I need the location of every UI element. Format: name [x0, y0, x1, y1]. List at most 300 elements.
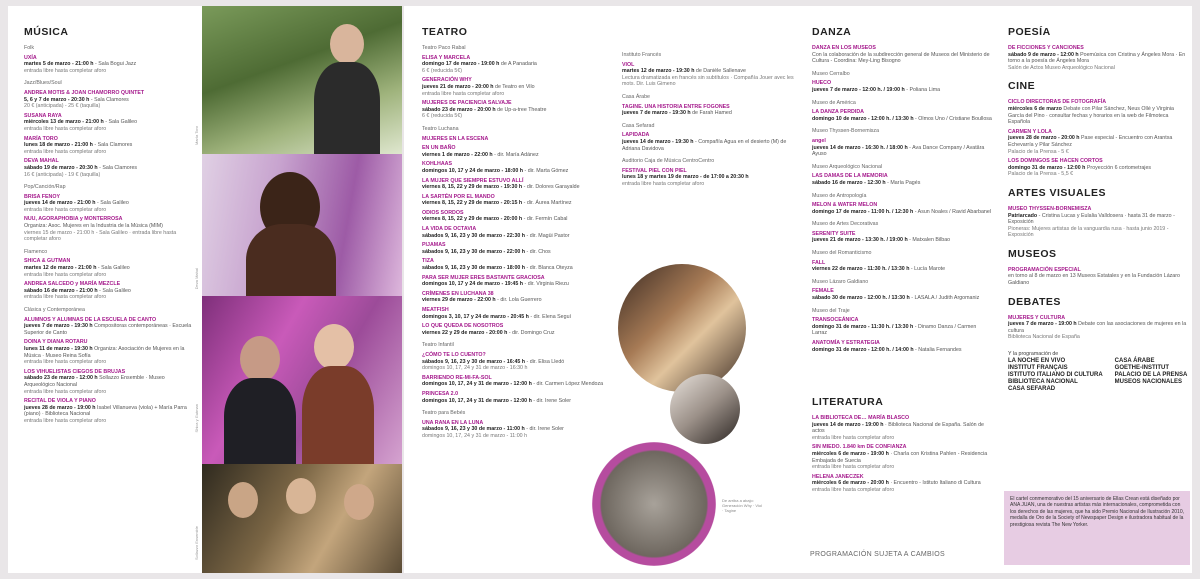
event-title[interactable]: GENERACIÓN WHY [422, 77, 472, 84]
event-note: Palacio de la Prensa - 5 € [1008, 148, 1069, 155]
category-label: Museo del Traje [812, 307, 850, 314]
event-details [812, 451, 992, 464]
event-details [812, 422, 992, 435]
event-title[interactable]: NUU, AGORAPHOBIA y MONTERROSA [24, 216, 123, 223]
event-title[interactable]: HELENA JANECZEK [812, 473, 864, 480]
event-note: 20 € (anticipada) - 25 € (taquilla) [24, 103, 101, 110]
event-title[interactable]: DANZA EN LOS MUSEOS [812, 45, 876, 51]
event-details [812, 347, 992, 354]
event-date: jueves 14 de marzo - 19:00 h [812, 421, 884, 428]
event-note: Pioneras: Mujeres artistas de la vanguardia rusa · hasta junio 2019 - Exposición [1008, 225, 1169, 239]
event-date: domingo 17 de marzo - 11:00 h. / 12:30 h [812, 208, 914, 215]
event-venue: - Sala Galileo [103, 119, 138, 126]
event-details [24, 61, 196, 68]
event-date: jueves 14 de marzo - 16:30 h. / 18:00 h [812, 144, 908, 151]
event-title[interactable]: LA DANZA PERDIDA [812, 109, 864, 116]
event-note: entrada libre hasta completar aforo [24, 417, 107, 424]
event-item [812, 260, 992, 273]
event-venue: Poemúsica con Cristina y Ángeles Mora · En torno a la poesía de Ángeles Mora [1008, 51, 1186, 65]
event-venue: - dir. Magüi Pastor [525, 232, 570, 239]
event-title[interactable]: DEVA MAHAL [24, 158, 59, 165]
event-item [422, 307, 614, 320]
event-details [422, 216, 614, 223]
event-title[interactable]: MARÍA TORO [24, 135, 58, 142]
event-date: domingo 31 de marzo - 12:00 h [1008, 164, 1086, 171]
event-details [812, 480, 992, 487]
event-title[interactable]: BRISA FENOY [24, 193, 61, 200]
event-venue: · Charla con Kristina Pahlen - Residencia Embajada de Suecia [812, 450, 988, 464]
event-venue: - Olmos Uno / Cristiane Boullosa [913, 115, 992, 122]
event-item [422, 77, 614, 97]
event-title[interactable]: LA BIBLIOTECA DE… MARÍA BLASCO [812, 415, 910, 421]
event-title[interactable]: angel [812, 137, 826, 144]
event-date: miércoles 13 de marzo - 21:00 h [24, 119, 104, 126]
event-details [24, 405, 196, 418]
event-date: sábado 30 de marzo - 12:00 h. / 13:30 h [812, 295, 910, 302]
category-label: Auditorio Caja de Música CentroCentro [622, 158, 715, 165]
section-heading-poesia: POESÍA [1008, 26, 1051, 38]
event-venue: de Teatro en Vilo [493, 83, 535, 90]
event-venue: - dir. Áurea Martínez [522, 200, 572, 207]
event-date: jueves 7 de marzo - 12:00 h. / 19:00 h [812, 86, 905, 93]
teatro-column [422, 26, 614, 440]
event-title[interactable]: MELON & WATER MELON [812, 202, 878, 209]
event-title[interactable]: RECITAL DE VIOLA Y PIANO [24, 398, 96, 405]
category-label: Museo del Romanticismo [812, 250, 872, 257]
event-title[interactable]: MUJERES Y CULTURA [1008, 314, 1066, 321]
event-details [422, 426, 614, 433]
event-item [24, 281, 196, 301]
event-item [422, 226, 614, 239]
teatro-extra-column [622, 46, 802, 188]
event-venue: - Asun Noales / Ravid Abarbanel [913, 208, 991, 215]
event-note: entrada libre hasta completar aforo [24, 388, 107, 395]
event-title[interactable]: ANDREA MOTIS & JOAN CHAMORRO QUINTET [24, 89, 145, 96]
event-title[interactable]: CARMEN Y LOLA [1008, 128, 1052, 135]
event-item [812, 231, 992, 244]
event-title[interactable]: LA SARTÉN POR EL MANDO [422, 193, 495, 200]
event-title[interactable]: SHICA & GUTMAN [24, 258, 71, 265]
event-details [812, 237, 992, 244]
partner-name: LA NOCHE EN VIVO [1008, 357, 1066, 364]
section-heading-museos: MUSEOS [1008, 247, 1057, 260]
event-note: 16 € (anticipada) - 19 € (taquilla) [24, 171, 101, 178]
event-item [812, 340, 992, 353]
partners-grid [1008, 358, 1188, 393]
event-title[interactable]: ANDREA SALCEDO y MARÍA MEZCLE [24, 281, 121, 288]
event-item [1008, 45, 1188, 71]
section-heading-teatro: TEATRO [422, 26, 468, 38]
musica-column [24, 26, 196, 425]
event-title[interactable]: PIJAMAS [422, 242, 446, 249]
event-details [622, 174, 802, 181]
event-details [24, 346, 196, 359]
event-details [812, 145, 992, 158]
event-note: viernes 15 de marzo - 21:00 h - Sala Galileo · entrada libre hasta completar aforo [24, 229, 177, 243]
category-label: Teatro para Bebés [422, 410, 466, 417]
event-item [1008, 315, 1188, 341]
event-item [24, 398, 196, 424]
category-label: Museo Cerralbo [812, 70, 850, 77]
event-item [24, 216, 196, 242]
category-label: Jazz/Blues/Soul [24, 80, 62, 87]
event-title[interactable]: FEMALE [812, 288, 834, 295]
event-title[interactable]: SUSANA RAYA [24, 112, 62, 119]
event-title[interactable]: FALL [812, 259, 826, 266]
photo-shica-y-gutman [202, 296, 402, 464]
event-details [24, 265, 196, 272]
category-label: Teatro Infantil [422, 342, 454, 349]
event-venue: de A Panadaria [499, 61, 537, 68]
left-page [8, 6, 402, 573]
event-date: domingos 10, 17, 24 y 31 de marzo - 12:00 h [422, 397, 532, 404]
partner-name: BIBLIOTECA NACIONAL [1008, 378, 1078, 385]
event-title[interactable]: PROGRAMACIÓN ESPECIAL [1008, 266, 1081, 273]
event-date: lunes 18 y martes 19 de marzo - de 17:00 a 20:30 h [622, 174, 749, 181]
caption-4: Sollazzo Ensemble [194, 526, 199, 561]
event-title[interactable]: ¿CÓMO TE LO CUENTO? [422, 351, 486, 358]
partner-name: ISTITUTO ITALIANO DI CULTURA [1008, 371, 1103, 378]
event-date: jueves 7 de marzo - 19:30 h [24, 323, 93, 330]
event-date: lunes 18 de marzo - 21:00 h [24, 142, 93, 149]
event-date: viernes 22 de marzo - 11:30 h. / 13:30 h [812, 266, 910, 273]
event-item [24, 90, 196, 110]
event-date: viernes 8, 15, 22 y 29 de marzo - 19:30 h [422, 184, 523, 191]
event-title[interactable]: MUSEO THYSSEN-BORNEMISZA [1008, 205, 1092, 212]
event-item [422, 323, 614, 336]
event-note: Salón de Actos Museo Arqueológico Nacional [1008, 64, 1115, 71]
partners-col2 [1115, 358, 1188, 393]
event-title[interactable]: TAGINE. UNA HISTORIA ENTRE FOGONES [622, 103, 730, 110]
event-details [24, 323, 196, 336]
event-venue: - dir. Blanca Oteyza [525, 265, 573, 272]
event-details [422, 249, 614, 256]
event-details [422, 314, 614, 321]
event-details [422, 297, 614, 304]
event-date: Patriarcado [1008, 212, 1038, 219]
event-venue: - LASALA / Judith Argomaniz [909, 295, 980, 302]
section-heading-literatura: LITERATURA [812, 396, 884, 408]
event-date: jueves 21 de marzo - 20:00 h [422, 83, 494, 90]
event-title[interactable]: ALUMNOS Y ALUMNAS DE LA ESCUELA DE CANTO [24, 316, 157, 323]
event-item [422, 391, 614, 404]
event-details [812, 266, 992, 273]
partner-name: PALACIO DE LA PRENSA [1114, 371, 1188, 378]
event-note: entrada libre hasta completar aforo [24, 271, 107, 278]
event-details [422, 330, 614, 337]
event-details [422, 168, 614, 175]
event-title[interactable]: BARRIENDO RE-MI-FA-SOL [422, 374, 492, 381]
event-title[interactable]: MEATFISH [422, 307, 449, 313]
event-venue: - dir. Lola Guerrero [495, 297, 542, 304]
event-item [422, 242, 614, 255]
category-label: Clásica y Contemporánea [24, 307, 85, 313]
event-date: sábados 9, 16, 23 y 30 de marzo - 16:45 h [422, 358, 526, 365]
event-venue: Pase especial - Encuentro con Arantxa Echevarría y Pilar Sánchez [1008, 135, 1173, 148]
event-venue: en torno al 8 de marzo en 13 Museos Estatales y en la Fundación Lázaro Galdiano [1008, 273, 1180, 287]
event-note: 6 € (reducida 5€) [422, 67, 463, 74]
event-note: domingos 10, 17, 24 y 31 de marzo - 16:30 h [422, 365, 528, 372]
event-venue: Organiza: Asoc. Mujeres en la Industria de la Música (MIM) [24, 223, 163, 230]
event-venue: - dir. Carmen López Mendoza [531, 381, 604, 388]
event-title[interactable]: ODIOS SORDOS [422, 209, 464, 216]
category-label: Museo Arqueológico Nacional [812, 163, 883, 170]
right-column [1008, 26, 1188, 393]
event-venue: - dir. Irene Soler [524, 426, 564, 433]
section-heading-artes: ARTES VISUALES [1008, 186, 1107, 199]
event-title[interactable]: LAPIDADA [622, 132, 650, 139]
event-date: sábados 9, 16, 23 y 30 de marzo - 18:00 h [422, 265, 526, 272]
event-venue: - Cristina Lucas y Eulalia Valldosera · hasta 31 de marzo - Exposición [1008, 212, 1175, 226]
event-item [1008, 129, 1188, 155]
event-item [24, 136, 196, 156]
event-details [24, 223, 196, 230]
partners-intro: Y la programación de [1008, 351, 1059, 358]
event-title[interactable]: LA VIDA DE OCTAVIA [422, 226, 477, 233]
event-date: sábado 9 de marzo - 12:00 h [1008, 51, 1079, 58]
event-details [812, 87, 992, 94]
event-details [24, 97, 196, 104]
event-title[interactable]: DE FICCIONES Y CANCIONES [1008, 45, 1084, 51]
event-title[interactable]: PRINCESA 2.0 [422, 390, 459, 397]
event-item [422, 161, 614, 174]
event-item [24, 258, 196, 278]
event-venue: Isabel Villanueva (viola) + María Parra (piano) · Biblioteca Nacional [24, 404, 187, 418]
event-venue: - Sala Galileo [96, 265, 130, 272]
event-details [1008, 106, 1188, 126]
event-date: viernes 22 y 29 de marzo - 20:00 h [422, 329, 508, 336]
event-item [812, 474, 992, 494]
event-title[interactable]: SERENITY SUITE [812, 230, 856, 237]
event-item [812, 138, 992, 158]
event-details [812, 180, 992, 187]
event-note: entrada libre hasta completar aforo [812, 486, 895, 493]
event-date: jueves 14 de marzo - 19:30 h [622, 138, 694, 145]
event-note: entrada libre hasta completar aforo [24, 294, 107, 301]
event-note: Palacio de la Prensa - 5,5 € [1008, 171, 1074, 178]
event-title[interactable]: CICLO DIRECTORAS DE FOTOGRAFÍA [1008, 99, 1107, 106]
partners-block [1008, 351, 1188, 393]
event-item [24, 369, 196, 395]
event-item [422, 275, 614, 288]
event-title[interactable]: TIZA [422, 258, 434, 265]
event-title[interactable]: TRANSOCEÁNICA [812, 317, 859, 324]
event-details [422, 61, 614, 68]
photo-deva-mahal [202, 154, 402, 296]
event-date: sábados 9, 16, 23 y 30 de marzo - 22:00 h [422, 248, 526, 255]
event-title[interactable]: PARA SER MUJER ERES BASTANTE GRACIOSA [422, 274, 545, 281]
event-venue: Proyección 6 cortometrajes [1085, 164, 1152, 171]
event-venue: - Compañía Agua en el desierto (M) de Adriana Davidova [622, 138, 787, 152]
event-title[interactable]: LO QUE QUEDA DE NOSOTROS [422, 323, 504, 330]
event-venue: · Biblioteca Nacional de España. Salón de actos [812, 421, 984, 435]
event-note: Lectura dramatizada en francés sin subtítulos · Compañía Jouer avec les mots. Dir. Luis Gimeno [622, 74, 794, 88]
event-details [1008, 321, 1188, 334]
event-title[interactable]: KOHLHAAS [422, 161, 453, 168]
category-label: Instituto Francés [622, 52, 662, 58]
event-venue: - Sala Galileo [97, 287, 131, 294]
event-date: jueves 21 de marzo - 13:30 h. / 19:00 h [812, 237, 908, 244]
event-date: sábado 16 de marzo - 21:00 h [24, 287, 98, 294]
photo-sollazzo-ensemble [202, 464, 402, 573]
event-item [622, 168, 802, 188]
category-label: Museo Thyssen-Bornemisza [812, 128, 880, 135]
event-details [1008, 273, 1188, 286]
event-details [24, 288, 196, 295]
event-title[interactable]: LOS DOMINGOS SE HACEN CORTOS [1008, 158, 1103, 165]
event-details [422, 281, 614, 288]
caption-2: Deva Mahal [194, 268, 199, 290]
event-note: entrada libre hasta completar aforo [24, 67, 107, 74]
danza-column [812, 26, 992, 353]
event-details [422, 233, 614, 240]
event-title[interactable]: ANATOMÍA Y ESTRATEGIA [812, 340, 880, 346]
event-details [422, 200, 614, 207]
event-venue: - dir. María Adánez [492, 151, 539, 158]
category-label: Museo Lázaro Galdiano [812, 278, 869, 285]
event-title[interactable]: CRÍMENES EN LUCHANA 38 [422, 290, 494, 297]
event-date: sábado 23 de marzo - 12:00 h [24, 375, 98, 382]
event-details [24, 200, 196, 207]
caption-1: María Toro [194, 126, 199, 146]
event-item [1008, 158, 1188, 178]
event-item [1008, 267, 1188, 287]
photo-strip [194, 6, 402, 573]
event-details [1008, 165, 1188, 172]
event-date: domingos 10, 17 y 24 de marzo - 18:00 h [422, 167, 523, 174]
event-item [422, 145, 614, 158]
event-item [812, 202, 992, 215]
event-date: domingo 17 de marzo - 19:00 h [422, 61, 500, 68]
event-title[interactable]: MUJERES DE PACIENCIA SALVAJE [422, 100, 512, 107]
category-label: Teatro Paco Rabal [422, 45, 466, 51]
partner-name: GOETHE-INSTITUT [1114, 364, 1170, 371]
event-details [1008, 52, 1188, 65]
category-label: Casa Sefarad [622, 122, 655, 129]
right-page [404, 6, 1192, 573]
event-details [1008, 135, 1188, 148]
photo-generacion-why [618, 264, 746, 392]
event-item [422, 100, 614, 120]
event-date: domingo 10 de marzo - 12:00 h. / 13:30 h [812, 115, 914, 122]
partner-name: INSTITUT FRANÇAIS [1008, 364, 1068, 371]
event-note: entrada libre hasta completar aforo [422, 90, 505, 97]
event-title[interactable]: HUECO [812, 80, 832, 87]
event-venue: - Ava Dance Company / Avatâra Ayuso [812, 144, 985, 158]
event-note: entrada libre hasta completar aforo [24, 148, 107, 155]
event-date: jueves 7 de marzo - 19:30 h [622, 110, 691, 117]
event-venue: - Matxalen Bilbao [907, 237, 951, 244]
category-label: Museo de Artes Decorativas [812, 221, 879, 228]
event-details [24, 142, 196, 149]
event-title[interactable]: LOS VIHUELISTAS CIEGOS DE BRUJAS [24, 368, 126, 375]
event-details [422, 152, 614, 159]
section-heading-cine: CINE [1008, 80, 1036, 93]
event-date: domingos 10, 17, 24 y 31 de marzo - 12:00 h [422, 381, 532, 388]
event-venue: · Encuentro - Istituto Italiano di Cultura [888, 480, 981, 487]
event-details [812, 116, 992, 123]
event-item [812, 80, 992, 93]
event-venue: - Poliana Lima [904, 86, 941, 93]
event-title[interactable]: FESTIVAL PIEL CON PIEL [622, 167, 687, 174]
partner-name: MUSEOS NACIONALES [1114, 378, 1183, 385]
section-heading-debates: DEBATES [1008, 295, 1061, 308]
event-note: entrada libre hasta completar aforo [24, 125, 107, 132]
category-label: Teatro Luchana [422, 125, 459, 132]
partner-name: CASA ÁRABE [1114, 357, 1155, 364]
event-note: entrada libre hasta completar aforo [812, 464, 895, 471]
partner-name: CASA SEFARAD [1008, 385, 1056, 392]
event-title[interactable]: UXÍA [24, 54, 37, 61]
event-venue: - dir. Fermín Cabal [522, 216, 568, 223]
event-venue: - dir. Elena Seguí [528, 313, 571, 320]
category-label: Folk [24, 45, 35, 51]
event-date: domingos 10, 17 y 24 de marzo - 19:45 h [422, 281, 523, 288]
event-note: entrada libre hasta completar aforo [812, 434, 895, 441]
poster-info-box: El cartel conmemorativo del 15 aniversario de Ellas Crean está diseñado por ANA JUAN, una de nuestras artistas más internacionales, comprometida con los derechos de las mujeres, que ha sido Premio Nacional de Ilustración 2010, medalla de Oro de la Society of Newspaper Design e ilustradora habitual de la prestigiosa revista The New Yorker. [1004, 491, 1190, 565]
event-item [422, 420, 614, 440]
event-item [422, 136, 614, 143]
event-item [622, 104, 802, 117]
event-title[interactable]: UNA RANA EN LA LUNA [422, 419, 484, 426]
event-details [422, 398, 614, 405]
event-title[interactable]: LAS DAMAS DE LA MEMORIA [812, 173, 888, 180]
event-item [812, 317, 992, 337]
event-details [422, 381, 614, 388]
event-details [622, 68, 802, 75]
event-venue: - dir. Marta Gómez [522, 167, 569, 174]
event-venue: - Sala Clamores [92, 142, 133, 149]
event-title[interactable]: EN UN BAÑO [422, 145, 456, 152]
event-venue: Con la colaboración de la subdirección general de Museos del Ministerio de Cultura - Coordina: Mey-Ling Bisogno [812, 51, 990, 65]
event-date: sábados 9, 16, 23 y 30 de marzo - 11:00 h [422, 426, 525, 433]
event-details [422, 84, 614, 91]
event-venue: - dir. Irene Soler [531, 397, 571, 404]
schedule-note: PROGRAMACIÓN SUJETA A CAMBIOS [810, 551, 945, 558]
event-item [24, 339, 196, 365]
event-title[interactable]: ELISA Y MARCELA [422, 54, 471, 61]
event-date: miércoles 6 de marzo - 19:00 h [812, 450, 889, 457]
event-title[interactable]: MUJERES EN LA ESCENA [422, 135, 489, 142]
event-title[interactable]: VIOL [622, 61, 635, 68]
event-venue: de Farah Hamed [690, 110, 732, 117]
caption-3: Shica y Gutman [194, 404, 199, 433]
event-item [812, 109, 992, 122]
event-note: 6 € (reducida 5€) [422, 113, 463, 120]
event-venue: - Sala Clamores [89, 96, 129, 103]
event-details [812, 209, 992, 216]
event-title[interactable]: DOINA Y DIANA ROTARU [24, 339, 88, 346]
event-item [1008, 206, 1188, 239]
event-title[interactable]: SIN MIEDO. 1.840 km DE CONFIANZA [812, 444, 907, 451]
event-venue: Sollazzo Ensemble · Museo Arqueológico Nacional [24, 375, 165, 388]
event-date: domingo 31 de marzo - 12:00 h. / 14:00 h [812, 346, 914, 353]
section-heading-danza: DANZA [812, 26, 852, 38]
category-label: Museo de Antropología [812, 192, 867, 199]
event-venue: - Sala Galileo [95, 200, 129, 207]
event-title[interactable]: LA MUJER QUE SIEMPRE ESTUVO ALLÍ [422, 177, 524, 184]
category-label: Casa Árabe [622, 93, 650, 100]
event-details [812, 52, 992, 65]
event-date: jueves 28 de marzo - 20:00 h [1008, 135, 1080, 142]
event-item [422, 210, 614, 223]
event-date: miércoles 6 de marzo - 20:00 h [812, 480, 889, 487]
event-venue: - María Pagés [885, 179, 921, 186]
event-item [812, 45, 992, 65]
event-venue: Compositoras contemporáneas · Escuela Superior de Canto [24, 323, 192, 336]
event-details [422, 107, 614, 114]
event-item [422, 291, 614, 304]
